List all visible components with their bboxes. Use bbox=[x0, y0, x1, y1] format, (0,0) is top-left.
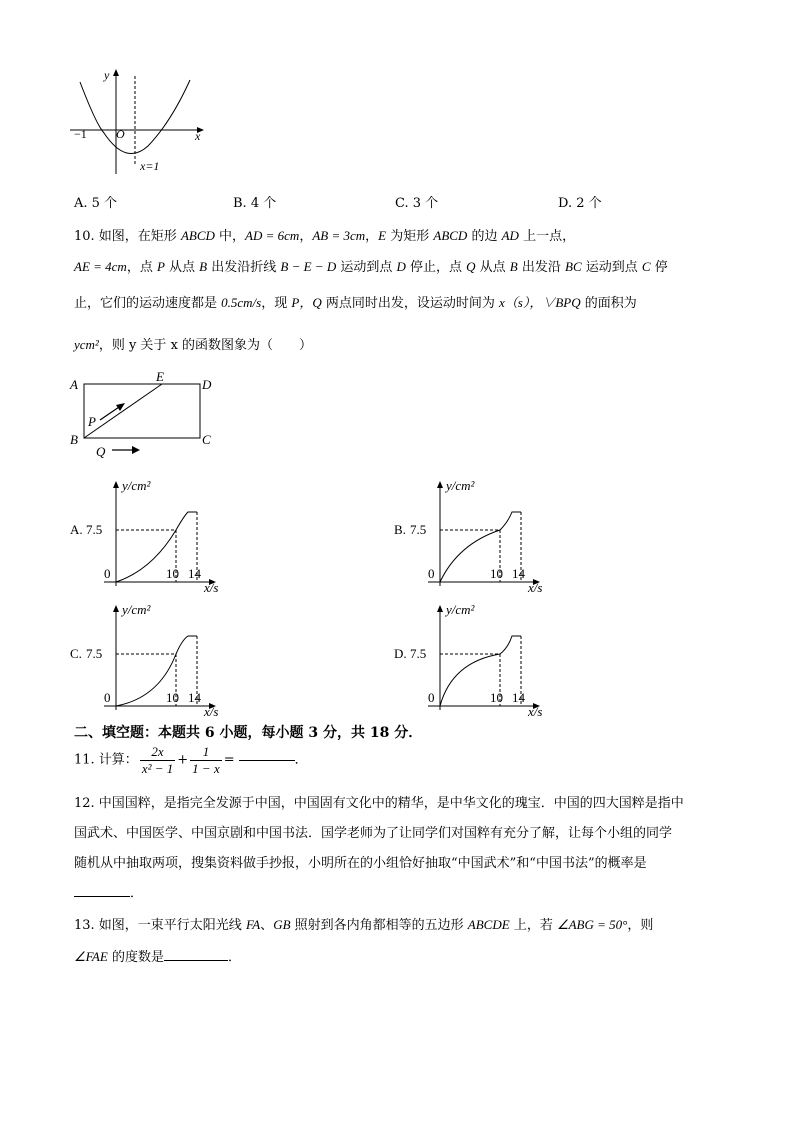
graph-x-tick-0: 0 bbox=[104, 566, 111, 581]
graph-x-label: x/s bbox=[528, 704, 543, 718]
fig-label-p: P bbox=[88, 414, 96, 429]
answer-graph-d bbox=[388, 600, 558, 718]
fig-label-q: Q bbox=[96, 444, 106, 459]
answer-graph-a bbox=[64, 476, 234, 594]
q9-option-b: B. 4 个 bbox=[233, 196, 277, 211]
answer-graph-b bbox=[388, 476, 558, 594]
answer-graph-c bbox=[64, 600, 234, 718]
graph-x-tick-10: 10 bbox=[490, 690, 503, 705]
fig-label-e: E bbox=[156, 370, 164, 384]
q13-line-1: 13. 如图，一束平行太阳光线 FA、GB 照射到各内角都相等的五边形 ABCDE 上，若 ∠ABG = 50°，则 bbox=[74, 917, 654, 933]
q10-line-4: ycm²，则 y 关于 x 的函数图象为（ ） bbox=[74, 337, 313, 353]
q9-option-a: A. 5 个 bbox=[74, 196, 118, 211]
graph-x-tick-14: 14 bbox=[512, 690, 525, 705]
graph-option-label: D. bbox=[394, 646, 407, 661]
graph-x-label: x/s bbox=[204, 580, 219, 594]
q10-line-1: 10. 如图，在矩形 ABCD 中，AD = 6cm，AB = 3cm，E 为矩形 ABCD 的边 AD 上一点， bbox=[74, 228, 576, 244]
graph-x-tick-0: 0 bbox=[104, 690, 111, 705]
graph-option-label: B. bbox=[394, 522, 406, 537]
q12-line-3: 随机从中抽取两项，搜集资料做手抄报，小明所在的小组恰好抽取“中国武术”和“中国书法”的概率是 bbox=[74, 856, 647, 871]
q9-option-c: C. 3 个 bbox=[395, 196, 439, 211]
section-2-title: 二、填空题：本题共 6 小题，每小题 3 分，共 18 分． bbox=[74, 725, 423, 741]
graph-x-tick-14: 14 bbox=[188, 690, 201, 705]
graph-option-label: C. bbox=[70, 646, 82, 661]
q9-neg-one-label: −1 bbox=[74, 127, 87, 141]
fig-label-d: D bbox=[202, 377, 212, 392]
graph-y-tick: 7.5 bbox=[410, 522, 427, 537]
graph-y-tick: 7.5 bbox=[410, 646, 427, 661]
q11: 11. 计算： $\frac{2x}{\text{x² − 1}}$ + $\frac{1}{1 - x}$ = ． bbox=[74, 744, 308, 776]
q9-x-label: x bbox=[195, 129, 201, 143]
graph-y-label: y/cm² bbox=[122, 602, 151, 617]
q10-line-3: 止，它们的运动速度都是 0.5cm/s，现 P，Q 两点同时出发，设运动时间为 x（s），∨BPQ 的面积为 bbox=[74, 295, 637, 311]
q9-option-d: D. 2 个 bbox=[558, 196, 602, 211]
graph-x-label: x/s bbox=[528, 580, 543, 594]
graph-option-label: A. bbox=[70, 522, 83, 537]
q12-line-1: 12. 中国国粹，是指完全发源于中国，中国固有文化中的精华，是中华文化的瑰宝．中国的四大国粹是指中 bbox=[74, 796, 684, 811]
graph-x-tick-0: 0 bbox=[428, 690, 435, 705]
graph-x-label: x/s bbox=[204, 704, 219, 718]
q13-line-2: ∠FAE 的度数是 ． bbox=[74, 946, 241, 965]
graph-x-tick-10: 10 bbox=[166, 690, 179, 705]
graph-x-tick-0: 0 bbox=[428, 566, 435, 581]
fig-label-b: B bbox=[70, 432, 78, 447]
q9-y-label: y bbox=[104, 68, 110, 82]
graph-x-tick-14: 14 bbox=[188, 566, 201, 581]
q11-answer-blank[interactable] bbox=[239, 760, 295, 761]
graph-y-label: y/cm² bbox=[446, 478, 475, 493]
q10-line-2: AE = 4cm，点 P 从点 B 出发沿折线 B − E − D 运动到点 D 停止，点 Q 从点 B 出发沿 BC 运动到点 C 停 bbox=[74, 259, 668, 275]
q12-line-2: 国武术、中国医学、中国京剧和中国书法．国学老师为了让同学们对国粹有充分了解，让每个小组的同学 bbox=[74, 826, 673, 841]
q10-rectangle-figure bbox=[66, 370, 226, 462]
graph-x-tick-10: 10 bbox=[490, 566, 503, 581]
q9-parabola-graph bbox=[66, 66, 216, 178]
graph-y-tick: 7.5 bbox=[86, 522, 103, 537]
graph-y-label: y/cm² bbox=[446, 602, 475, 617]
q9-axis-line-label: x=1 bbox=[140, 159, 160, 173]
graph-x-tick-10: 10 bbox=[166, 566, 179, 581]
graph-x-tick-14: 14 bbox=[512, 566, 525, 581]
q9-origin-label: O bbox=[116, 127, 125, 141]
q12-answer-blank[interactable] bbox=[74, 882, 130, 897]
fig-label-a: A bbox=[70, 377, 78, 392]
fig-label-c: C bbox=[202, 432, 211, 447]
q13-answer-blank[interactable] bbox=[164, 946, 228, 961]
graph-y-label: y/cm² bbox=[122, 478, 151, 493]
q12-line-4: ． bbox=[74, 882, 143, 901]
graph-y-tick: 7.5 bbox=[86, 646, 103, 661]
